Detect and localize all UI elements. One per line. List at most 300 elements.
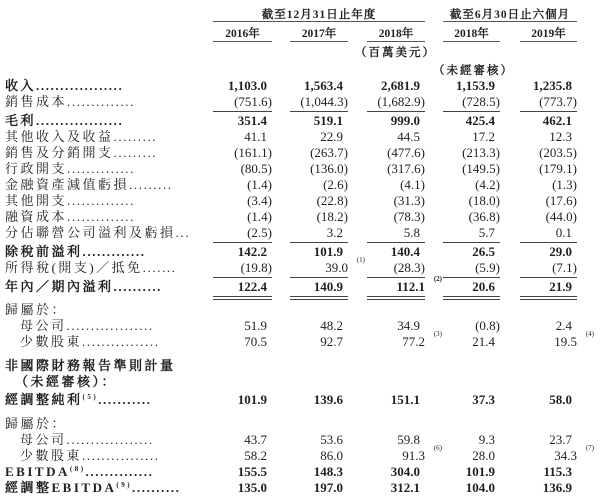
cell-value bbox=[354, 318, 425, 334]
cell-number: (18.2) bbox=[316, 209, 348, 224]
cell-number: 20.6 bbox=[472, 279, 495, 294]
cell-value bbox=[430, 209, 500, 225]
cell-value bbox=[430, 161, 500, 177]
subtotal-rule bbox=[443, 277, 500, 278]
attributable-row bbox=[0, 318, 600, 334]
cell-number: (1.4) bbox=[247, 209, 272, 224]
cell-value bbox=[354, 193, 425, 209]
cell-number: 1,103.0 bbox=[228, 78, 267, 93]
attributable-row bbox=[0, 432, 600, 448]
cell-number: 1,563.4 bbox=[304, 78, 343, 93]
table-row bbox=[0, 177, 600, 193]
cell-number: 5.7 bbox=[478, 225, 495, 240]
header-year-2016: 2016年 bbox=[213, 25, 272, 42]
row-label bbox=[20, 432, 220, 448]
row-label bbox=[20, 334, 220, 350]
cell-number: (4.1) bbox=[400, 177, 425, 192]
row-label-text: 經調整純利 bbox=[5, 392, 83, 407]
cell-number: (7.1) bbox=[552, 260, 577, 275]
leader-dots: ............. bbox=[82, 244, 146, 259]
cell-value bbox=[507, 318, 577, 334]
cell-number: 2.4 bbox=[555, 318, 572, 333]
cell-number: 48.2 bbox=[320, 318, 343, 333]
cell-number: 155.5 bbox=[237, 464, 267, 479]
cell-value bbox=[200, 129, 272, 145]
cell-value bbox=[200, 225, 272, 241]
cell-value bbox=[430, 94, 500, 110]
cell-value bbox=[507, 432, 577, 448]
row-label-text: 行政開支 bbox=[5, 161, 68, 176]
cell-value bbox=[200, 78, 272, 94]
row-label bbox=[5, 392, 205, 408]
cell-number: 999.0 bbox=[390, 113, 420, 128]
row-label-text: 分佔聯營公司溢利及虧損 bbox=[5, 225, 176, 240]
cell-value: 19.5 (4) bbox=[554, 330, 594, 349]
cell-number: 5.8 bbox=[403, 225, 420, 240]
cell-number: 197.0 bbox=[313, 480, 343, 495]
row-label bbox=[5, 94, 205, 110]
cell-number: 37.3 bbox=[472, 392, 495, 407]
row-label bbox=[5, 209, 205, 225]
table-row bbox=[0, 193, 600, 209]
cell-number: 12.3 bbox=[549, 129, 572, 144]
cell-value: 112.1 (2) bbox=[396, 275, 442, 294]
cell-value bbox=[200, 260, 272, 276]
row-label-text: 少數股東 bbox=[20, 448, 83, 463]
cell-value bbox=[200, 161, 272, 177]
cell-value bbox=[277, 145, 348, 161]
cell-value bbox=[507, 279, 577, 295]
row-label-text: 融資成本 bbox=[5, 209, 68, 224]
cell-number: 139.6 bbox=[313, 392, 343, 407]
cell-number: 104.0 bbox=[465, 480, 495, 495]
leader-dots: .............. bbox=[67, 94, 135, 109]
cell-value bbox=[507, 113, 577, 129]
cell-number: 351.4 bbox=[237, 113, 267, 128]
cell-value bbox=[507, 392, 577, 408]
row-label-text: 金融資產減值虧損 bbox=[5, 177, 130, 192]
row-label bbox=[5, 244, 205, 260]
non-ifrs-subheading: （未經審核）： bbox=[15, 374, 118, 389]
cell-value bbox=[507, 209, 577, 225]
cell-number: (36.8) bbox=[468, 209, 500, 224]
cell-value bbox=[354, 113, 425, 129]
cell-number: (477.6) bbox=[387, 145, 425, 160]
row-label bbox=[5, 193, 205, 209]
header-year-2017: 2017年 bbox=[290, 25, 348, 42]
double-underline bbox=[290, 296, 348, 300]
cell-number: 41.1 bbox=[244, 129, 267, 144]
table-row bbox=[0, 209, 600, 225]
subtotal-rule bbox=[213, 277, 272, 278]
double-underline bbox=[367, 296, 425, 300]
row-label bbox=[20, 448, 220, 464]
cell-number: (263.7) bbox=[310, 145, 348, 160]
cell-value bbox=[277, 279, 348, 295]
cell-number: 29.0 bbox=[549, 244, 572, 259]
cell-number: (1,044.3) bbox=[300, 94, 348, 109]
header-annual-period: 截至12月31日止年度 bbox=[213, 6, 425, 22]
cell-value bbox=[200, 244, 272, 260]
cell-value bbox=[200, 448, 272, 464]
cell-value bbox=[277, 464, 348, 480]
cell-number: 101.9 bbox=[465, 464, 495, 479]
cell-number: 91.3 bbox=[402, 448, 425, 463]
cell-value bbox=[507, 260, 577, 276]
cell-number: 135.0 bbox=[237, 480, 267, 495]
cell-number: 23.7 bbox=[549, 432, 572, 447]
cell-value bbox=[277, 480, 348, 496]
cell-number: 34.9 bbox=[397, 318, 420, 333]
row-label-text: 銷售及分銷開支 bbox=[5, 145, 114, 160]
cell-value bbox=[277, 113, 348, 129]
cell-value bbox=[507, 145, 577, 161]
table-row bbox=[0, 244, 600, 260]
leader-dots: .................. bbox=[36, 78, 124, 93]
cell-value bbox=[200, 193, 272, 209]
row-label-text: 收入 bbox=[5, 78, 37, 93]
double-underline bbox=[213, 296, 272, 300]
cell-value: 39.0 (1) bbox=[325, 256, 365, 275]
cell-number: 44.5 bbox=[397, 129, 420, 144]
cell-value bbox=[200, 209, 272, 225]
cell-value bbox=[277, 177, 348, 193]
cell-number: (728.5) bbox=[462, 94, 500, 109]
cell-value bbox=[354, 480, 425, 496]
row-label-text: 年內／期內溢利 bbox=[5, 279, 114, 294]
cell-number: (2.5) bbox=[247, 225, 272, 240]
header-interim-2018: 2018年 bbox=[443, 25, 500, 42]
cell-value bbox=[354, 432, 425, 448]
cell-number: 3.2 bbox=[326, 225, 343, 240]
leader-dots: ......... bbox=[113, 145, 158, 160]
cell-number: 115.3 bbox=[543, 464, 572, 479]
cell-number: 312.1 bbox=[390, 480, 420, 495]
subtotal-rule bbox=[367, 242, 425, 243]
cell-value bbox=[354, 129, 425, 145]
leader-dots: ......... bbox=[113, 129, 158, 144]
cell-value bbox=[430, 193, 500, 209]
cell-number: 140.9 bbox=[313, 279, 343, 294]
table-row bbox=[0, 275, 600, 295]
cell-number: (136.0) bbox=[310, 161, 348, 176]
cell-value bbox=[430, 448, 500, 464]
cell-number: 70.5 bbox=[244, 334, 267, 349]
cell-number: 34.3 bbox=[554, 448, 577, 463]
cell-number: (5.9) bbox=[475, 260, 500, 275]
cell-value bbox=[507, 244, 577, 260]
cell-value bbox=[277, 392, 348, 408]
row-label-text: 少數股東 bbox=[20, 334, 83, 349]
cell-value bbox=[200, 392, 272, 408]
cell-number: (0.8) bbox=[475, 318, 500, 333]
leader-dots: ................ bbox=[82, 334, 160, 349]
cell-value bbox=[430, 244, 500, 260]
table-row bbox=[0, 113, 600, 129]
row-label-text: 其他收入及收益 bbox=[5, 129, 114, 144]
leader-dots: .......... bbox=[132, 480, 181, 495]
row-label-text: 所得稅(開支)／抵免 bbox=[5, 260, 143, 275]
cell-value bbox=[200, 113, 272, 129]
cell-number: (773.7) bbox=[539, 94, 577, 109]
cell-value bbox=[430, 480, 500, 496]
table-row bbox=[0, 94, 600, 110]
row-label bbox=[5, 145, 205, 161]
subtotal-rule bbox=[290, 277, 348, 278]
double-underline bbox=[520, 296, 577, 300]
header-year-2018: 2018年 bbox=[367, 25, 425, 42]
table-row bbox=[0, 161, 600, 177]
cell-number: 142.2 bbox=[237, 244, 267, 259]
cell-number: 101.9 bbox=[237, 392, 267, 407]
cell-value bbox=[430, 279, 500, 295]
cell-value bbox=[430, 177, 500, 193]
leader-dots: ........... bbox=[98, 392, 152, 407]
leader-dots: .............. bbox=[67, 193, 135, 208]
cell-value bbox=[277, 225, 348, 241]
header-interim-2019: 2019年 bbox=[520, 25, 577, 42]
subtotal-rule bbox=[367, 277, 425, 278]
attributable-row bbox=[0, 444, 600, 464]
cell-value bbox=[200, 464, 272, 480]
cell-value: 34.3 (7) bbox=[554, 444, 594, 463]
cell-number: 148.3 bbox=[313, 464, 343, 479]
subtotal-rule bbox=[213, 242, 272, 243]
cell-number: 28.0 bbox=[472, 448, 495, 463]
cell-value bbox=[354, 464, 425, 480]
cell-value: 77.2 (3) bbox=[402, 330, 442, 349]
cell-value bbox=[277, 193, 348, 209]
cell-value bbox=[200, 334, 272, 350]
cell-number: (19.8) bbox=[240, 260, 272, 275]
row-label bbox=[5, 464, 205, 480]
cell-value bbox=[354, 161, 425, 177]
cell-value bbox=[200, 318, 272, 334]
cell-number: (2.6) bbox=[323, 177, 348, 192]
cell-number: (80.5) bbox=[240, 161, 272, 176]
cell-value bbox=[354, 78, 425, 94]
leader-dots: ... bbox=[175, 225, 191, 240]
cell-value bbox=[430, 129, 500, 145]
row-label bbox=[5, 260, 205, 276]
cell-number: (31.3) bbox=[393, 193, 425, 208]
subtotal-rule bbox=[290, 111, 348, 112]
cell-number: 26.5 bbox=[472, 244, 495, 259]
subtotal-rule bbox=[443, 111, 500, 112]
cell-value bbox=[354, 145, 425, 161]
row-label-text: 母公司 bbox=[20, 432, 67, 447]
cell-number: 92.7 bbox=[320, 334, 343, 349]
cell-number: 19.5 bbox=[554, 334, 577, 349]
cell-value bbox=[277, 334, 348, 350]
row-label bbox=[5, 177, 205, 193]
cell-value bbox=[507, 177, 577, 193]
cell-value bbox=[200, 94, 272, 110]
table-row bbox=[0, 129, 600, 145]
cell-number: (179.1) bbox=[539, 161, 577, 176]
row-label bbox=[5, 225, 205, 241]
cell-value bbox=[430, 392, 500, 408]
row-label-text: 除稅前溢利 bbox=[5, 244, 83, 259]
cell-number: 51.9 bbox=[244, 318, 267, 333]
table-row bbox=[0, 145, 600, 161]
cell-number: (78.3) bbox=[393, 209, 425, 224]
leader-dots: ....... bbox=[142, 260, 177, 275]
leader-dots: .......... bbox=[113, 279, 163, 294]
cell-value bbox=[354, 209, 425, 225]
cell-number: 122.4 bbox=[237, 279, 267, 294]
cell-value bbox=[277, 244, 348, 260]
cell-number: 43.7 bbox=[244, 432, 267, 447]
cell-value bbox=[354, 94, 425, 110]
leader-dots: .................. bbox=[36, 113, 124, 128]
cell-value bbox=[200, 480, 272, 496]
row-label bbox=[5, 129, 205, 145]
cell-number: 58.0 bbox=[549, 392, 572, 407]
cell-number: (18.0) bbox=[468, 193, 500, 208]
cell-value bbox=[507, 129, 577, 145]
leader-dots: .................. bbox=[66, 432, 154, 447]
cell-number: (4.2) bbox=[475, 177, 500, 192]
cell-number: 304.0 bbox=[390, 464, 420, 479]
leader-dots: .............. bbox=[85, 464, 154, 479]
cell-number: 136.9 bbox=[542, 480, 572, 495]
cell-number: (17.6) bbox=[545, 193, 577, 208]
cell-number: 58.2 bbox=[244, 448, 267, 463]
unaudited-label: （未經審核） bbox=[433, 65, 514, 77]
cell-value bbox=[430, 260, 500, 276]
footnote-marker: (9) bbox=[116, 481, 133, 489]
cell-value bbox=[430, 78, 500, 94]
cell-number: 77.2 bbox=[402, 334, 425, 349]
row-label bbox=[5, 279, 205, 295]
cell-value bbox=[354, 392, 425, 408]
adjusted-net-profit-row bbox=[0, 392, 600, 408]
subtotal-rule bbox=[367, 111, 425, 112]
adjusted-ebitda-row bbox=[0, 480, 600, 496]
subtotal-rule bbox=[520, 277, 577, 278]
table-row bbox=[0, 256, 600, 276]
cell-number: (1.3) bbox=[552, 177, 577, 192]
cell-value bbox=[200, 432, 272, 448]
cell-value bbox=[200, 145, 272, 161]
cell-value bbox=[277, 448, 348, 464]
attributable-to-heading: 歸屬於： bbox=[5, 302, 68, 317]
row-label bbox=[20, 318, 220, 334]
cell-value bbox=[507, 480, 577, 496]
unit-label: （百萬美元） bbox=[355, 47, 436, 59]
cell-number: (149.5) bbox=[462, 161, 500, 176]
cell-number: 86.0 bbox=[320, 448, 343, 463]
footnote-marker: (8) bbox=[69, 465, 86, 473]
attributable-row bbox=[0, 330, 600, 350]
cell-number: 462.1 bbox=[542, 113, 572, 128]
cell-number: 9.3 bbox=[478, 432, 495, 447]
subtotal-rule bbox=[290, 242, 348, 243]
cell-number: 140.4 bbox=[390, 244, 420, 259]
row-label bbox=[5, 161, 205, 177]
table-row bbox=[0, 225, 600, 241]
non-ifrs-heading: 非國際財務報告準則計量 bbox=[5, 358, 176, 373]
cell-value bbox=[277, 318, 348, 334]
cell-value bbox=[507, 78, 577, 94]
cell-number: 2,681.9 bbox=[381, 78, 420, 93]
cell-number: 53.6 bbox=[320, 432, 343, 447]
cell-number: 39.0 bbox=[325, 260, 348, 275]
header-interim-period: 截至6月30日止六個月 bbox=[443, 6, 577, 22]
cell-number: 17.2 bbox=[472, 129, 495, 144]
cell-value bbox=[277, 161, 348, 177]
cell-value bbox=[430, 145, 500, 161]
cell-value bbox=[354, 225, 425, 241]
cell-value bbox=[277, 432, 348, 448]
cell-value bbox=[277, 94, 348, 110]
cell-value bbox=[507, 94, 577, 110]
row-label bbox=[5, 78, 205, 94]
leader-dots: .............. bbox=[67, 161, 135, 176]
cell-value bbox=[507, 193, 577, 209]
leader-dots: .............. bbox=[67, 209, 135, 224]
cell-number: (1,682.9) bbox=[377, 94, 425, 109]
row-label-text: 母公司 bbox=[20, 318, 67, 333]
footnote-marker: (5) bbox=[82, 393, 99, 401]
subtotal-rule bbox=[443, 242, 500, 243]
table-row bbox=[0, 78, 600, 94]
double-underline bbox=[443, 296, 500, 300]
cell-value bbox=[354, 177, 425, 193]
cell-number: 151.1 bbox=[390, 392, 420, 407]
subtotal-rule bbox=[520, 242, 577, 243]
cell-number: 22.9 bbox=[320, 129, 343, 144]
cell-value bbox=[430, 334, 500, 350]
row-label bbox=[5, 480, 205, 496]
ebitda-row bbox=[0, 464, 600, 480]
row-label-text: 經調整EBITDA bbox=[5, 480, 117, 495]
cell-value bbox=[277, 78, 348, 94]
row-label-text: 銷售成本 bbox=[5, 94, 68, 109]
cell-number: (751.6) bbox=[234, 94, 272, 109]
cell-number: (161.1) bbox=[234, 145, 272, 160]
leader-dots: ......... bbox=[129, 177, 173, 192]
cell-number: (44.0) bbox=[545, 209, 577, 224]
cell-value bbox=[507, 464, 577, 480]
cell-number: (22.8) bbox=[316, 193, 348, 208]
cell-value bbox=[507, 161, 577, 177]
cell-value bbox=[200, 177, 272, 193]
cell-value: 91.3 (6) bbox=[402, 444, 442, 463]
leader-dots: .................. bbox=[66, 318, 154, 333]
cell-value bbox=[200, 279, 272, 295]
cell-number: 21.9 bbox=[549, 279, 572, 294]
row-label-text: 其他開支 bbox=[5, 193, 68, 208]
cell-value bbox=[430, 464, 500, 480]
cell-number: (28.3) bbox=[393, 260, 425, 275]
subtotal-rule bbox=[520, 111, 577, 112]
cell-value bbox=[277, 209, 348, 225]
leader-dots: ................ bbox=[82, 448, 160, 463]
cell-number: 425.4 bbox=[465, 113, 495, 128]
cell-number: 112.1 bbox=[396, 279, 425, 294]
row-label-text: EBITDA bbox=[5, 464, 70, 479]
cell-number: 21.4 bbox=[472, 334, 495, 349]
row-label-text: 毛利 bbox=[5, 113, 37, 128]
cell-number: 59.8 bbox=[397, 432, 420, 447]
cell-number: 519.1 bbox=[313, 113, 343, 128]
subtotal-rule bbox=[213, 111, 272, 112]
row-label bbox=[5, 113, 205, 129]
cell-number: (203.5) bbox=[539, 145, 577, 160]
cell-value bbox=[507, 225, 577, 241]
